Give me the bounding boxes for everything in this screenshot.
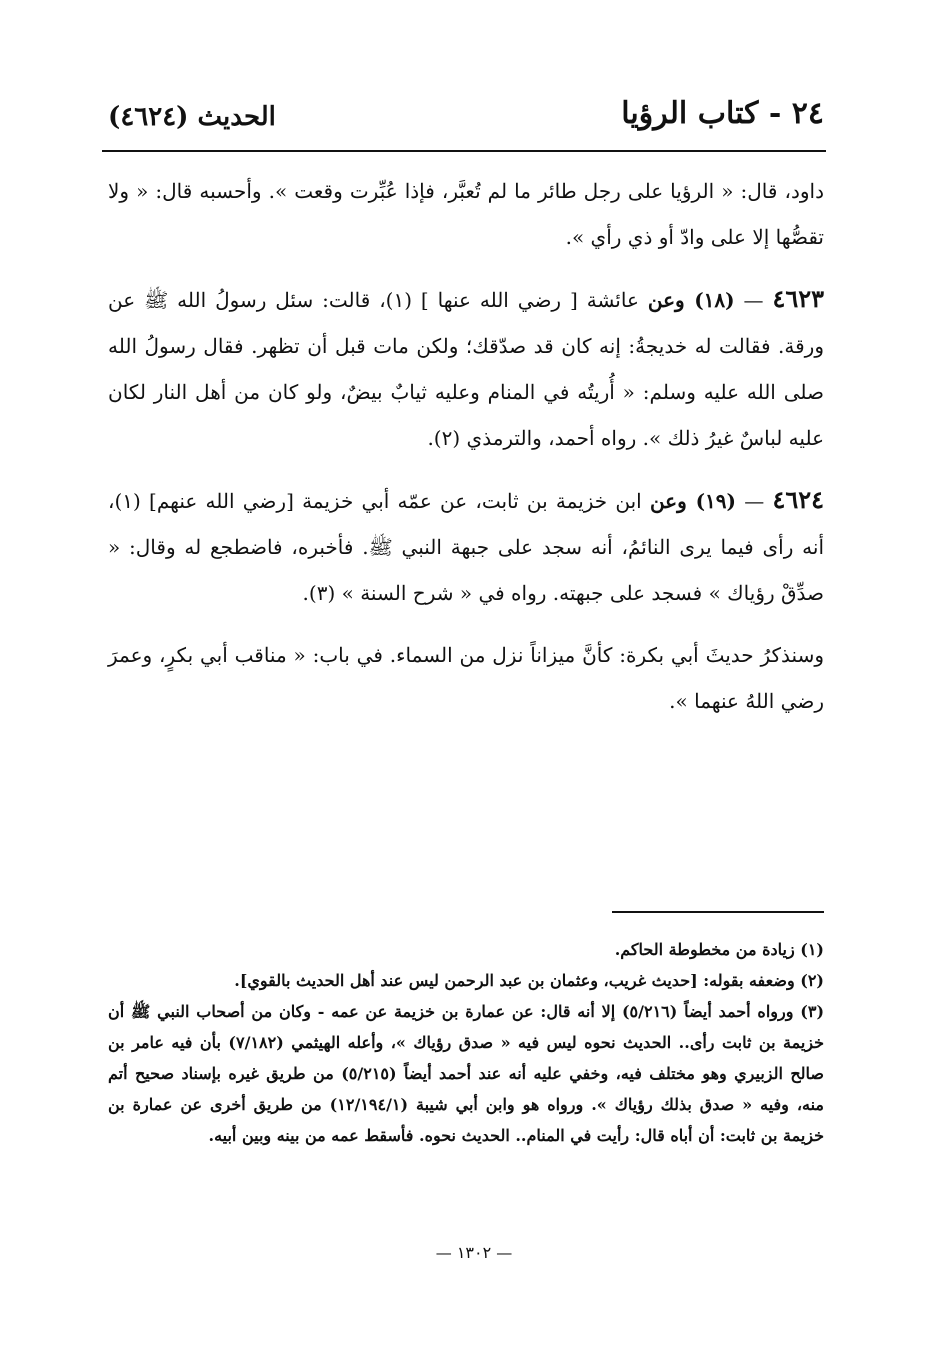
footnote-1: (١) زيادة من مخطوطة الحاكم.	[614, 940, 824, 959]
hadith-marker: (١٨) وعن	[647, 288, 735, 312]
hadith-range-title: الحديث (٤٦٢٤)	[108, 102, 276, 132]
hadith-4624	[108, 477, 824, 616]
hadith-text: عائشة [ رضي الله عنها ] (١)، قالت: سئل رسولُ الله ﷺ عن ورقة. فقالت له خديجةُ: إنه كان قد صدّقك؛ ولكن مات قبل أن تظهر. فقال رسولُ الله صلى الله عليه وسلم: « أُريتُه في المنام وعليه ثيابٌ بيضٌ، ولو كان من أهل النار لكان عليه لباسٌ غيرُ ذلك ». رواه أحمد، والترمذي (٢).	[108, 288, 824, 450]
continuation-paragraph: داود، قال: « الرؤيا على رجل طائر ما لم تُعبَّر، فإذا عُبِّرت وقعت ». وأحسبه قال: « ولا تقصُّها إلا على وادّ أو ذي رأي ».	[108, 179, 824, 249]
main-text	[108, 168, 824, 740]
footnote-3: (٣) ورواه أحمد أيضاً (٥/٢١٦) إلا أنه قال: عن عمارة بن خزيمة عن عمه - وكان من أصحاب النبي ﷺ أن خزيمة بن ثابت رأى.. الحديث نحوه ليس فيه « صدق رؤياك »، وأعله الهيثمي (٧/١٨٢) بأن فيه عامر بن صالح الزبيري وهو مختلف فيه، وخفي عليه أنه عند أحمد أيضاً (٥/٢١٥) من طريق غيره بإسناد صحيح أتم منه، وفيه « صدق بذلك رؤياك ». ورواه هو وابن أبي شيبة (١٢/١٩٤/١) من طريق أخرى عن عمارة بن خزيمة بن ثابت: أن أباه قال: رأيت في المنام.. الحديث نحوه. فأسقط عمه من بينه وبين أبيه.	[108, 1002, 825, 1145]
hadith-number: ٤٦٢٣	[772, 284, 825, 313]
footnote-divider	[612, 911, 824, 913]
dash-separator: —	[734, 288, 764, 312]
dash-separator: —	[736, 489, 765, 513]
page-number: — ١٣٠٢ —	[435, 1243, 513, 1262]
page-header	[108, 96, 824, 140]
hadith-text: ابن خزيمة بن ثابت، عن عمّه أبي خزيمة [رضي الله عنهم] (١)، أنه رأى فيما يرى النائمُ، أنه سجد على جبهة النبي ﷺ. فأخبره، فاضطجع له وقال: « صدِّقْ رؤياك » فسجد على جبهته. رواه في « شرح السنة » (٣).	[108, 489, 824, 605]
footnotes	[108, 934, 824, 1151]
cross-reference-paragraph: وسنذكرُ حديثَ أبي بكرة: كأنَّ ميزاناً نزل من السماء. في باب: « مناقب أبي بكرٍ، وعمرَ رضي اللهُ عنهما ».	[108, 643, 824, 713]
hadith-marker: (١٩) وعن	[649, 489, 736, 513]
chapter-title: ٢٤ - كتاب الرؤيا	[621, 96, 824, 131]
header-divider	[102, 150, 826, 152]
hadith-4623	[108, 276, 824, 461]
hadith-number: ٤٦٢٤	[772, 485, 824, 514]
footnote-2: (٢) وضعفه بقوله: [حديث غريب، وعثمان بن عبد الرحمن ليس عند أهل الحديث بالقوي].	[234, 971, 824, 990]
